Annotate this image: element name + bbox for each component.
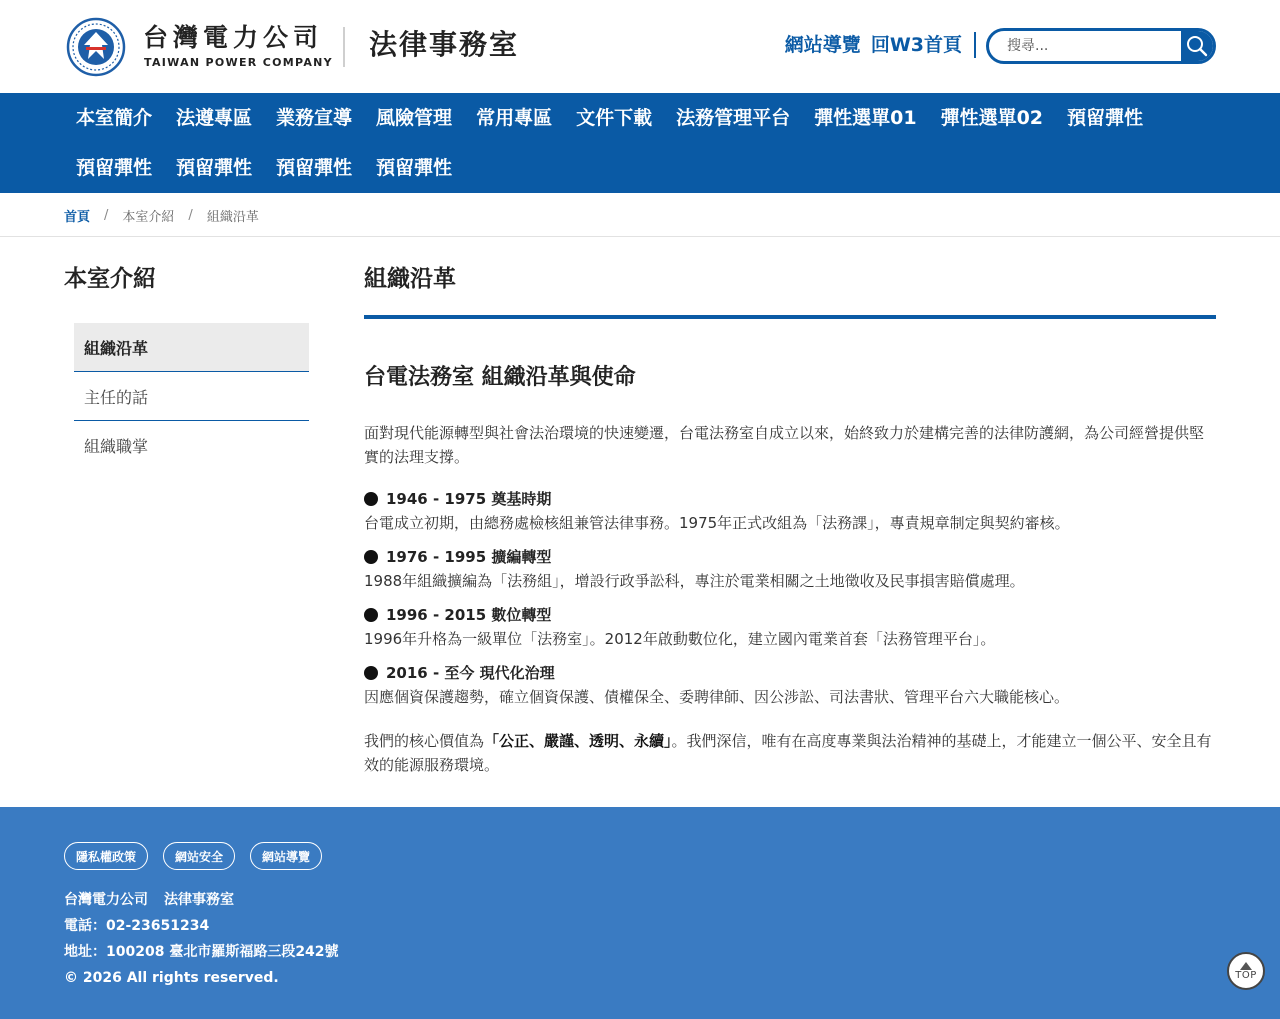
footer-links	[64, 842, 337, 870]
unit-title: 法律事務室	[369, 28, 520, 61]
era-description: 台電成立初期，由總務處檢核組兼管法律事務。1975年正式改組為「法務課」，專責規章制定與契約審核。	[364, 514, 1070, 532]
site-header	[0, 0, 1280, 93]
history-era	[364, 545, 1216, 593]
w3-home-link[interactable]: 回W3首頁	[870, 34, 962, 56]
era-heading: 1946 - 1975 奠基時期	[386, 490, 552, 508]
breadcrumb-separator: /	[104, 208, 109, 223]
breadcrumb-current: 組織沿革	[206, 210, 259, 225]
history-era	[364, 603, 1216, 651]
brand-divider	[343, 27, 345, 67]
era-heading: 1996 - 2015 數位轉型	[386, 606, 552, 624]
footer-info	[64, 887, 339, 991]
back-to-top-label: TOP	[1235, 969, 1257, 981]
footer-phone: 電話：02-23651234	[64, 918, 210, 934]
nav-item-risk[interactable]: 風險管理	[376, 107, 453, 129]
era-heading: 2016 - 至今 現代化治理	[386, 664, 555, 682]
bullet-dot-icon	[364, 608, 378, 622]
nav-item-flex-01[interactable]: 彈性選單01	[814, 107, 917, 129]
footer-copyright: © 2026 All rights reserved.	[64, 970, 279, 986]
search-button[interactable]	[1181, 31, 1213, 61]
footer-org: 台灣電力公司 法律事務室	[64, 892, 234, 908]
nav-item-reserved[interactable]: 預留彈性	[76, 157, 153, 179]
main-nav-row-1	[64, 93, 1280, 143]
main-content	[364, 263, 1216, 777]
nav-item-promotion[interactable]: 業務宣導	[276, 107, 353, 129]
nav-item-legal-platform[interactable]: 法務管理平台	[676, 107, 791, 129]
main-nav	[0, 93, 1280, 193]
core-values: 「公正、嚴謹、透明、永續」	[484, 732, 672, 750]
sidebar-item-history[interactable]: 組織沿革	[74, 323, 309, 372]
bullet-dot-icon	[364, 666, 378, 680]
era-heading: 1976 - 1995 擴編轉型	[386, 548, 552, 566]
sidebar-menu	[74, 323, 309, 470]
breadcrumb-separator: /	[188, 208, 193, 223]
nav-item-reserved[interactable]: 預留彈性	[176, 157, 253, 179]
bullet-dot-icon	[364, 550, 378, 564]
bullet-dot-icon	[364, 492, 378, 506]
privacy-policy-link[interactable]: 隱私權政策	[64, 842, 148, 870]
intro-paragraph: 面對現代能源轉型與社會法治環境的快速變遷，台電法務室自成立以來，始終致力於建構完善的法律防護網，為公司經營提供堅實的法理支撐。	[364, 424, 1205, 466]
back-to-top-button[interactable]	[1227, 952, 1265, 990]
breadcrumb-home-link[interactable]: 首頁	[64, 210, 91, 225]
era-description: 1988年組織擴編為「法務組」，增設行政爭訟科，專注於電業相關之土地徵收及民事損害賠償處理。	[364, 572, 1025, 590]
sidebar-item-director-message[interactable]: 主任的話	[74, 372, 309, 421]
era-description: 1996年升格為一級單位「法務室」。2012年啟動數位化，建立國內電業首套「法務管理平台」。	[364, 630, 996, 648]
section-title: 台電法務室 組織沿革與使命	[364, 365, 636, 390]
nav-item-reserved[interactable]: 預留彈性	[276, 157, 353, 179]
search-input[interactable]	[989, 31, 1181, 61]
top-links	[775, 31, 976, 59]
title-underline	[364, 315, 1216, 319]
nav-item-flex-02[interactable]: 彈性選單02	[940, 107, 1044, 129]
search-box	[986, 28, 1216, 64]
sitemap-link[interactable]: 網站導覽	[784, 34, 861, 56]
nav-item-common[interactable]: 常用專區	[476, 107, 553, 129]
era-description: 因應個資保護趨勢，確立個資保護、債權保全、委聘律師、因公涉訟、司法書狀、管理平台六大職能核心。	[364, 688, 1070, 706]
footer-sitemap-link[interactable]: 網站導覽	[250, 842, 322, 870]
nav-item-downloads[interactable]: 文件下載	[576, 107, 653, 129]
closing-paragraph: 我們的核心價值為「公正、嚴謹、透明、永續」。我們深信，唯有在高度專業與法治精神的基礎上，才能建立一個公平、安全且有效的能源服務環境。	[364, 732, 1212, 774]
nav-item-reserved[interactable]: 預留彈性	[376, 157, 453, 179]
sidebar-title: 本室介紹	[64, 266, 156, 292]
arrow-up-icon	[1240, 962, 1252, 970]
sidebar-item-responsibilities[interactable]: 組織職掌	[84, 437, 149, 456]
breadcrumb-level1-link[interactable]: 本室介紹	[122, 210, 175, 225]
site-footer	[0, 807, 1280, 1019]
main-nav-row-2	[64, 143, 1280, 193]
company-name-zh: 台灣電力公司	[143, 23, 324, 52]
breadcrumb	[64, 206, 259, 225]
site-security-link[interactable]: 網站安全	[163, 842, 235, 870]
history-era	[364, 487, 1216, 535]
page-title: 組織沿革	[364, 266, 456, 292]
nav-item-about[interactable]: 本室簡介	[76, 107, 153, 129]
search-icon	[1186, 35, 1208, 57]
top-links-divider	[974, 32, 976, 58]
company-name-en: TAIWAN POWER COMPANY	[144, 56, 333, 69]
breadcrumb-divider	[0, 236, 1280, 237]
taipower-logo-icon[interactable]	[66, 17, 126, 77]
history-era	[364, 661, 1216, 709]
nav-item-reserved[interactable]: 預留彈性	[1067, 107, 1144, 129]
footer-address: 地址：100208 臺北市羅斯福路三段242號	[64, 944, 339, 960]
nav-item-compliance[interactable]: 法遵專區	[176, 107, 253, 129]
